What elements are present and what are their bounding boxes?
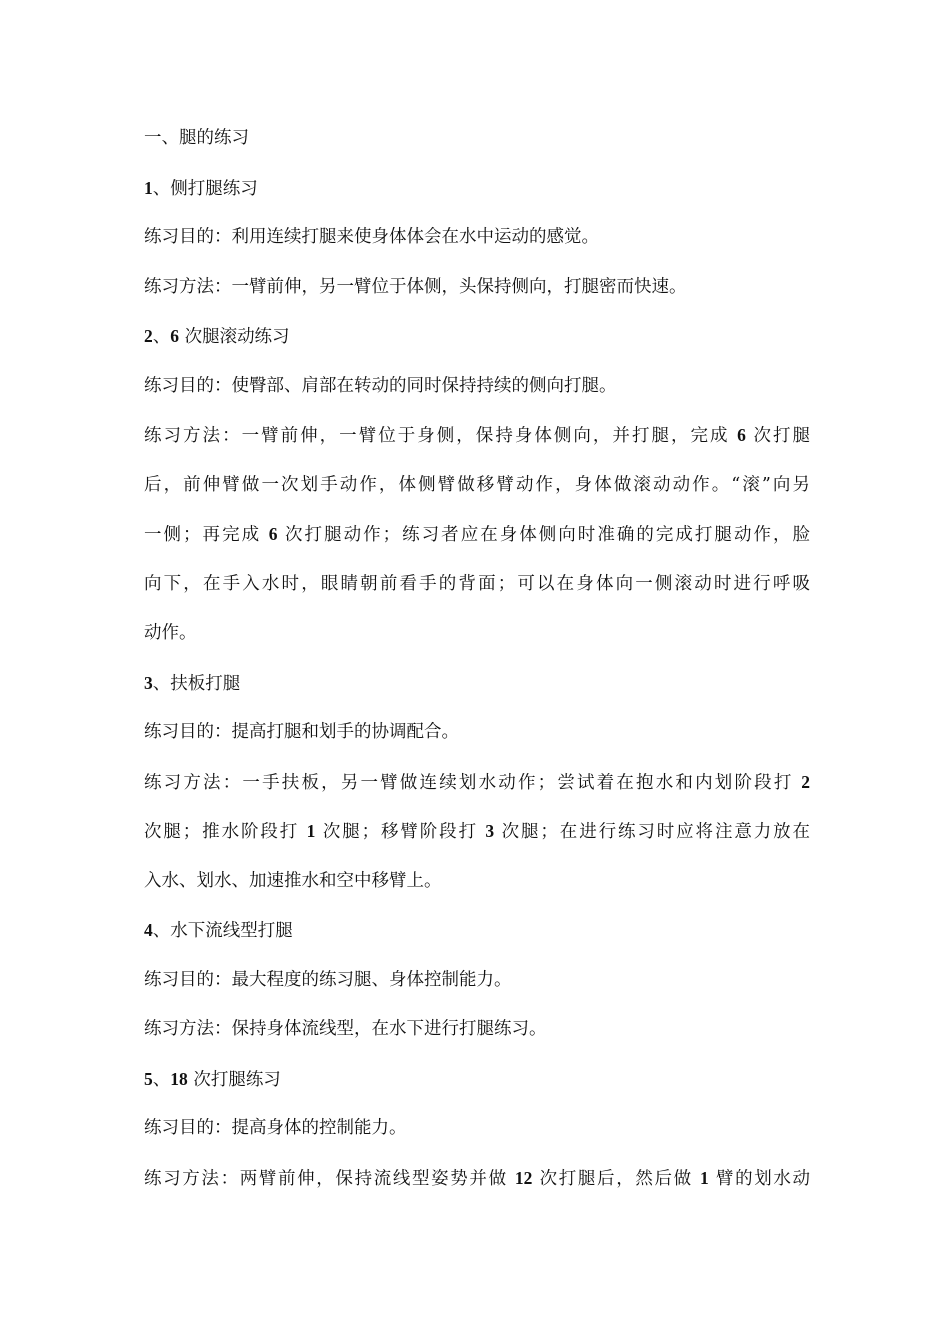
text-run: 次腿；在进行练习时应将注意力放在 bbox=[494, 822, 810, 842]
item-heading-2 bbox=[144, 312, 810, 362]
item-heading-3 bbox=[144, 659, 810, 709]
heading-count: 18 bbox=[170, 1068, 188, 1089]
number-run: 6 bbox=[268, 524, 278, 544]
item-number: 5 bbox=[144, 1068, 153, 1089]
item-number: 1 bbox=[144, 177, 153, 198]
number-run: 1 bbox=[306, 821, 316, 841]
text-run: 一侧；再完成 bbox=[144, 525, 269, 545]
purpose-paragraph-5: 练习目的：提高身体的控制能力。 bbox=[144, 1118, 407, 1138]
method-line-3-2 bbox=[144, 807, 810, 857]
purpose-paragraph-3: 练习目的：提高打腿和划手的协调配合。 bbox=[144, 722, 459, 742]
number-run: 2 bbox=[801, 771, 810, 792]
heading-separator: 、 bbox=[152, 327, 171, 347]
item-heading-1 bbox=[144, 164, 810, 214]
number-run: 12 bbox=[514, 1167, 533, 1188]
number-run: 3 bbox=[485, 821, 495, 841]
section-title: 一、腿的练习 bbox=[144, 128, 249, 148]
item-heading-text: 、扶板打腿 bbox=[152, 673, 241, 694]
method-line-2-1 bbox=[144, 411, 810, 461]
item-heading-text: 、侧打腿练习 bbox=[152, 178, 258, 199]
text-run: 次打腿动作；练习者应在身体侧向时准确的完成打腿动作，脸 bbox=[277, 525, 810, 545]
method-line-5-1 bbox=[144, 1154, 810, 1204]
method-line-3-3 bbox=[144, 857, 810, 907]
document-body bbox=[144, 114, 810, 1203]
text-run: 入水、划水、加速推水和空中移臂上。 bbox=[144, 870, 442, 891]
text-run: 次腿；推水阶段打 bbox=[144, 822, 307, 842]
method-paragraph-4: 练习方法：保持身体流线型，在水下进行打腿练习。 bbox=[144, 1019, 547, 1039]
text-run: 向下，在手入水时，眼睛朝前看手的背面；可以在身体向一侧滚动时进行呼吸 bbox=[144, 573, 810, 594]
method-line-2-5 bbox=[144, 609, 810, 659]
heading-count: 6 bbox=[170, 326, 179, 346]
number-run: 6 bbox=[737, 425, 746, 445]
text-run: 练习方法：一手扶板，另一臂做连续划水动作；尝试着在抱水和内划阶段打 bbox=[144, 772, 802, 793]
text-run: 练习方法：一臂前伸，一臂位于身侧，保持身体侧向，并打腿，完成 bbox=[144, 426, 738, 446]
item-heading-text: 次腿滚动练习 bbox=[179, 327, 290, 347]
text-run: 次打腿后，然后做 bbox=[532, 1168, 700, 1189]
item-heading-4 bbox=[144, 906, 810, 956]
text-run: 臂的划水动 bbox=[708, 1168, 810, 1189]
item-number: 4 bbox=[144, 920, 153, 940]
text-run: 次打腿 bbox=[745, 426, 810, 446]
number-run: 1 bbox=[699, 1167, 709, 1188]
heading-separator: 、 bbox=[152, 1069, 171, 1090]
purpose-paragraph-1: 练习目的：利用连续打腿来使身体体会在水中运动的感觉。 bbox=[144, 227, 599, 247]
method-line-2-4 bbox=[144, 560, 810, 610]
item-heading-5 bbox=[144, 1055, 810, 1105]
item-heading-text: 次打腿练习 bbox=[187, 1069, 281, 1090]
method-paragraph-1: 练习方法：一臂前伸，另一臂位于体侧，头保持侧向，打腿密而快速。 bbox=[144, 276, 687, 297]
item-number: 2 bbox=[144, 326, 153, 346]
method-line-2-3 bbox=[144, 510, 810, 560]
text-run: 动作。 bbox=[144, 623, 197, 643]
method-line-2-2 bbox=[144, 461, 810, 511]
item-heading-text: 、水下流线型打腿 bbox=[152, 921, 293, 941]
purpose-paragraph-4: 练习目的：最大程度的练习腿、身体控制能力。 bbox=[144, 969, 512, 990]
text-run: 练习方法：两臂前伸，保持流线型姿势并做 bbox=[144, 1168, 515, 1189]
method-line-3-1 bbox=[144, 758, 810, 808]
item-number: 3 bbox=[144, 672, 153, 693]
purpose-paragraph-2: 练习目的：使臀部、肩部在转动的同时保持持续的侧向打腿。 bbox=[144, 375, 617, 396]
text-run: 后，前伸臂做一次划手动作，体侧臂做移臂动作，身体做滚动动作。“滚”向另 bbox=[144, 474, 810, 495]
text-run: 次腿；移臂阶段打 bbox=[315, 822, 486, 842]
